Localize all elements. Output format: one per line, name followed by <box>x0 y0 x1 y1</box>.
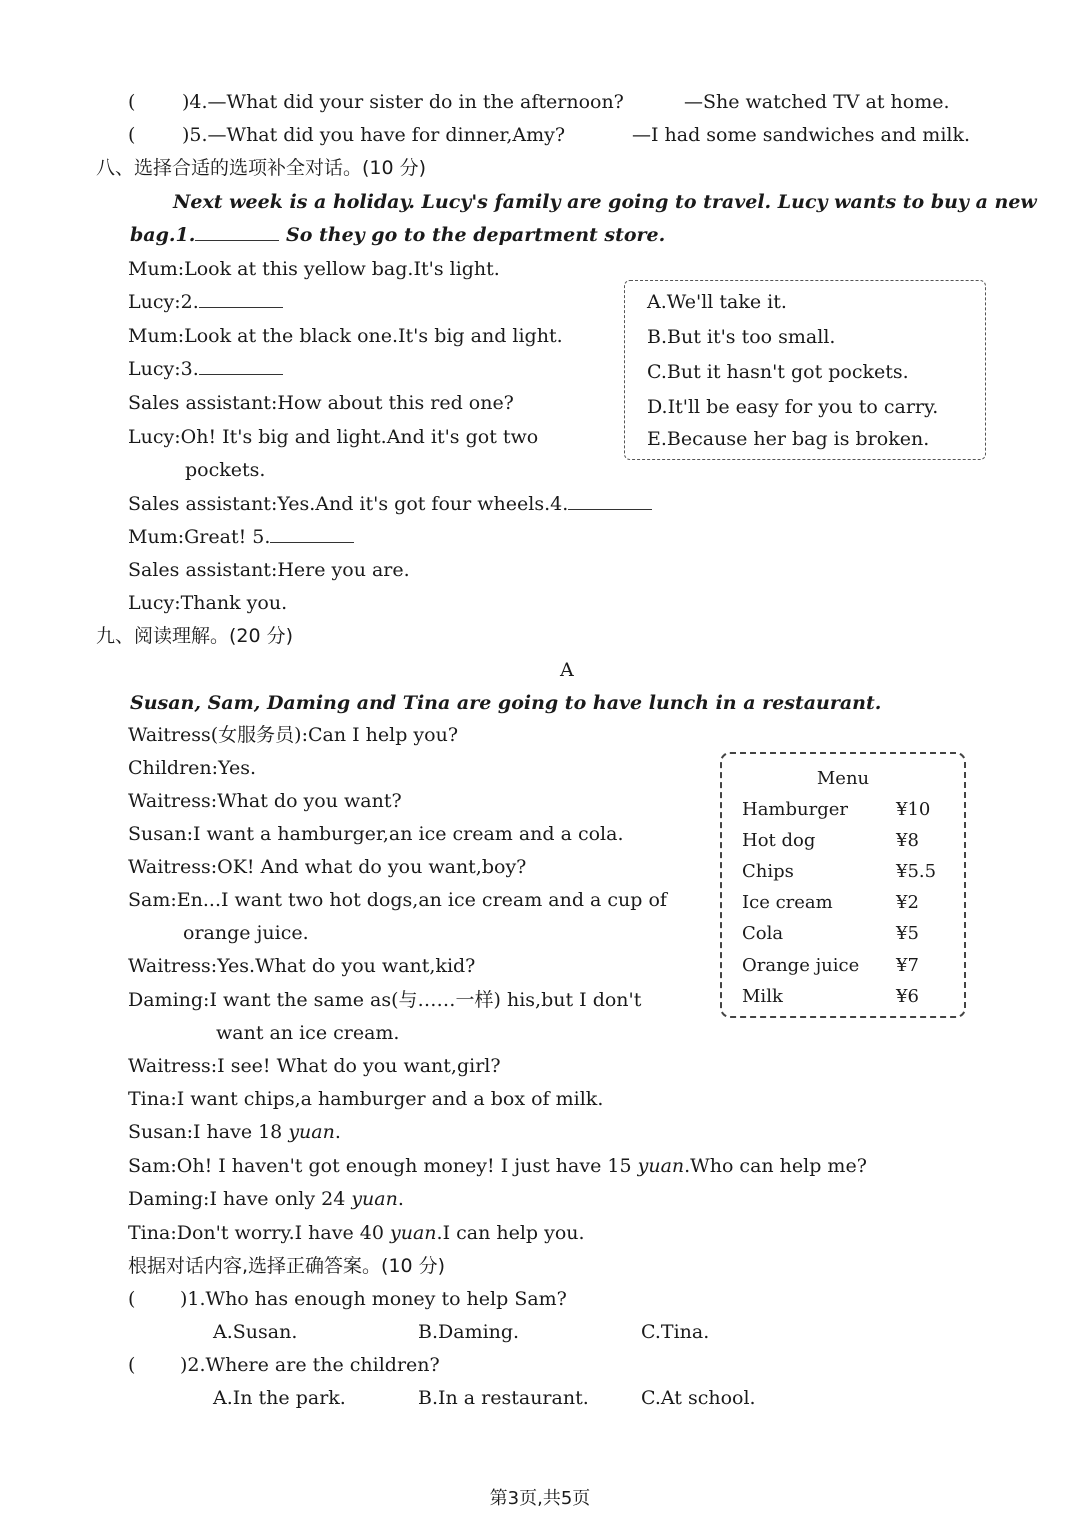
rq2-bracket: ( <box>128 1354 136 1376</box>
section9-heading: 九、阅读理解。(20 分) <box>96 625 294 647</box>
menu-item-name: Hamburger <box>742 799 848 820</box>
section8-heading: 八、选择合适的选项补全对话。(10 分) <box>96 157 427 179</box>
dialog9-line-1: Waitress(女服务员):Can I help you? <box>128 724 459 746</box>
menu-item-name: Ice cream <box>742 892 833 913</box>
dialog8-line-10: Sales assistant:Here you are. <box>128 559 410 581</box>
money-tina: Tina:Don't worry.I have 40 yuan.I can help you. <box>128 1222 585 1244</box>
menu-item-price: ¥10 <box>896 799 931 820</box>
blank-3[interactable] <box>199 356 283 375</box>
menu-item-price: ¥5.5 <box>896 861 937 882</box>
dialog8-line-9: Mum:Great! 5. <box>128 524 354 550</box>
money-susan: Susan:I have 18 yuan. <box>128 1121 341 1143</box>
money-daming: Daming:I have only 24 yuan. <box>128 1188 404 1210</box>
page-footer: 第3页,共5页 <box>489 1488 591 1509</box>
option-c: C.But it hasn't got pockets. <box>647 361 909 383</box>
dialog8-line-8: Sales assistant:Yes.And it's got four wheels.4. <box>128 491 652 517</box>
menu-item-price: ¥8 <box>896 830 919 851</box>
dialog9-line-2: Children:Yes. <box>128 757 256 779</box>
dialog9-line-9: Daming:I want the same as(与……一样) his,but I don't <box>128 989 642 1011</box>
option-e: E.Because her bag is broken. <box>647 428 930 450</box>
dialog8-line-7: pockets. <box>185 459 266 481</box>
option-a: A.We'll take it. <box>647 291 787 313</box>
menu-item-name: Hot dog <box>742 830 816 851</box>
rq2-option-b: B.In a restaurant. <box>418 1387 589 1409</box>
blank-4[interactable] <box>568 491 652 510</box>
menu-item-name: Milk <box>742 986 783 1007</box>
dialog8-line-4: Lucy:3. <box>128 356 283 382</box>
money-sam: Sam:Oh! I haven't got enough money! I just have 15 yuan.Who can help me? <box>128 1155 867 1177</box>
dialog9-line-10: want an ice cream. <box>216 1022 400 1044</box>
dialog8-line-2: Lucy:2. <box>128 289 283 315</box>
option-b: B.But it's too small. <box>647 326 836 348</box>
dialog8-line-5: Sales assistant:How about this red one? <box>128 392 514 414</box>
menu-item-price: ¥7 <box>896 955 919 976</box>
menu-item-price: ¥6 <box>896 986 919 1007</box>
dialog9-line-5: Waitress:OK! And what do you want,boy? <box>128 856 527 878</box>
blank-5[interactable] <box>270 524 354 543</box>
dialog9-line-4: Susan:I want a hamburger,an ice cream and a cola. <box>128 823 624 845</box>
blank-2[interactable] <box>199 289 283 308</box>
menu-item-price: ¥5 <box>896 923 919 944</box>
menu-box <box>720 752 966 1018</box>
dialog9-line-11: Waitress:I see! What do you want,girl? <box>128 1055 501 1077</box>
dialog9-line-6: Sam:En...I want two hot dogs,an ice cream and a cup of <box>128 889 667 911</box>
rq1-option-a: A.Susan. <box>213 1321 298 1343</box>
q4-bracket: ( <box>128 91 136 113</box>
rq1-text: )1.Who has enough money to help Sam? <box>180 1288 567 1310</box>
section8-intro-2: bag.1. So they go to the department store. <box>130 224 666 246</box>
dialog9-line-7: orange juice. <box>183 922 309 944</box>
q5-answer: —I had some sandwiches and milk. <box>632 124 971 146</box>
blank-1[interactable] <box>195 222 279 241</box>
q4-text: )4.—What did your sister do in the afternoon? <box>182 91 624 113</box>
dialog8-line-11: Lucy:Thank you. <box>128 592 288 614</box>
section9-intro: Susan, Sam, Daming and Tina are going to have lunch in a restaurant. <box>130 692 882 714</box>
section9-instruction: 根据对话内容,选择正确答案。(10 分) <box>128 1255 446 1277</box>
part-a-label: A <box>560 659 574 681</box>
dialog8-line-1: Mum:Look at this yellow bag.It's light. <box>128 258 500 280</box>
menu-item-price: ¥2 <box>896 892 919 913</box>
option-d: D.It'll be easy for you to carry. <box>647 396 939 418</box>
rq2-option-c: C.At school. <box>641 1387 756 1409</box>
options-box <box>624 280 986 460</box>
rq2-text: )2.Where are the children? <box>180 1354 440 1376</box>
menu-item-name: Cola <box>742 923 784 944</box>
rq1-bracket: ( <box>128 1288 136 1310</box>
rq1-option-c: C.Tina. <box>641 1321 710 1343</box>
q4-answer: —She watched TV at home. <box>684 91 950 113</box>
dialog9-line-3: Waitress:What do you want? <box>128 790 402 812</box>
dialog8-line-3: Mum:Look at the black one.It's big and light. <box>128 325 563 347</box>
menu-title: Menu <box>816 768 870 789</box>
menu-item-name: Orange juice <box>742 955 860 976</box>
dialog8-line-6: Lucy:Oh! It's big and light.And it's got two <box>128 426 539 448</box>
dialog9-line-12: Tina:I want chips,a hamburger and a box of milk. <box>128 1088 604 1110</box>
dialog9-line-8: Waitress:Yes.What do you want,kid? <box>128 955 476 977</box>
q5-text: )5.—What did you have for dinner,Amy? <box>182 124 566 146</box>
rq1-option-b: B.Daming. <box>418 1321 520 1343</box>
rq2-option-a: A.In the park. <box>213 1387 346 1409</box>
section8-intro-1: Next week is a holiday. Lucy's family are going to travel. Lucy wants to buy a new <box>173 191 1037 213</box>
menu-item-name: Chips <box>742 861 794 882</box>
q5-bracket: ( <box>128 124 136 146</box>
